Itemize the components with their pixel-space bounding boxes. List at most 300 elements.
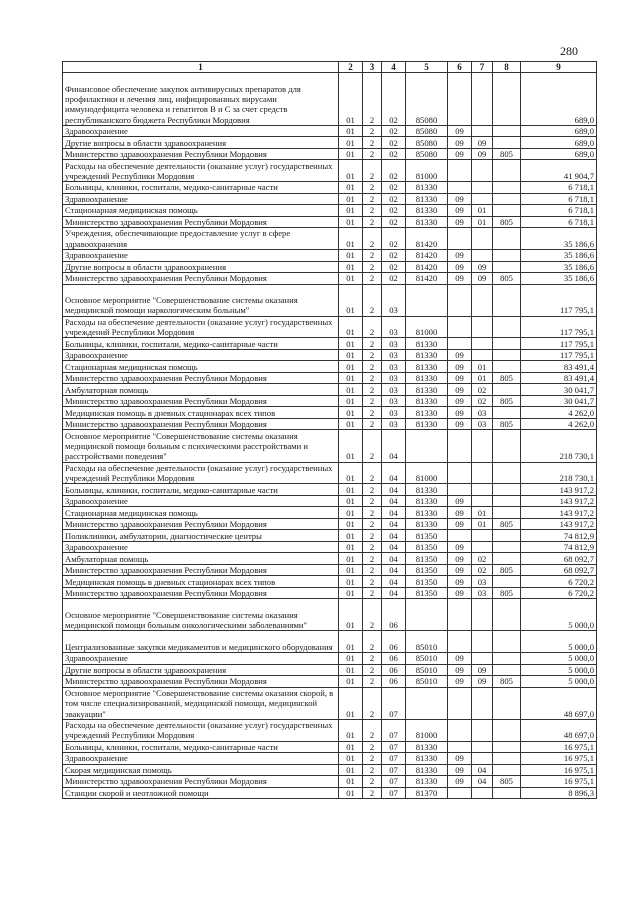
code-cell-2: 01: [339, 349, 363, 361]
amount-cell: 689,0: [521, 73, 597, 126]
code-cell-4: 04: [382, 518, 406, 530]
table-row: [63, 250, 597, 262]
budget-table: [62, 61, 597, 799]
code-cell-6: [448, 741, 472, 753]
code-cell-3: 2: [363, 125, 382, 137]
code-cell-4: 02: [382, 193, 406, 205]
table-row: [63, 395, 597, 407]
code-cell-2: 01: [339, 687, 363, 719]
table-row: [63, 160, 597, 182]
amount-cell: 35 186,6: [521, 273, 597, 285]
row-name-cell: Учреждения, обеспечивающие предоставление услуг в сфере здравоохранения: [63, 228, 339, 250]
code-cell-2: 01: [339, 137, 363, 149]
amount-cell: 30 041,7: [521, 395, 597, 407]
code-cell-8: [493, 507, 521, 519]
row-name-cell: Больницы, клиники, госпитали, медико-санитарные части: [63, 741, 339, 753]
code-cell-2: 01: [339, 753, 363, 765]
code-cell-7: 03: [472, 576, 493, 588]
code-cell-7: 09: [472, 664, 493, 676]
code-cell-4: 04: [382, 484, 406, 496]
code-cell-2: 01: [339, 182, 363, 194]
amount-cell: 35 186,6: [521, 261, 597, 273]
code-cell-7: [472, 160, 493, 182]
code-cell-6: 09: [448, 372, 472, 384]
header-cell: 6: [448, 62, 472, 73]
code-cell-3: 2: [363, 507, 382, 519]
code-cell-3: 2: [363, 418, 382, 430]
code-cell-3: 2: [363, 261, 382, 273]
table-row: [63, 576, 597, 588]
code-cell-2: 01: [339, 676, 363, 688]
code-cell-8: [493, 316, 521, 338]
code-cell-5: 81330: [406, 741, 448, 753]
row-name-cell: Здравоохранение: [63, 349, 339, 361]
row-name-cell: Централизованные закупки медикаментов и медицинского оборудования: [63, 631, 339, 653]
code-cell-2: 01: [339, 250, 363, 262]
code-cell-4: 02: [382, 125, 406, 137]
amount-cell: 4 262,0: [521, 418, 597, 430]
code-cell-6: [448, 719, 472, 741]
code-cell-3: 2: [363, 182, 382, 194]
code-cell-4: 07: [382, 687, 406, 719]
code-cell-2: 01: [339, 518, 363, 530]
code-cell-2: 01: [339, 193, 363, 205]
row-name-cell: Основное мероприятие "Совершенствование системы оказания медицинской помощи наркологическим больным": [63, 284, 339, 316]
code-cell-3: 2: [363, 776, 382, 788]
code-cell-7: 03: [472, 587, 493, 599]
code-cell-4: 03: [382, 384, 406, 396]
table-row: [63, 530, 597, 542]
code-cell-3: 2: [363, 741, 382, 753]
amount-cell: 689,0: [521, 125, 597, 137]
amount-cell: 16 975,1: [521, 764, 597, 776]
code-cell-4: 04: [382, 507, 406, 519]
table-row: [63, 553, 597, 565]
code-cell-4: 02: [382, 148, 406, 160]
amount-cell: 8 896,3: [521, 787, 597, 799]
code-cell-5: 81420: [406, 228, 448, 250]
code-cell-2: 01: [339, 564, 363, 576]
code-cell-2: 01: [339, 495, 363, 507]
amount-cell: 83 491,4: [521, 372, 597, 384]
row-name-cell: Расходы на обеспечение деятельности (оказание услуг) государственных учреждений Республики Мордовия: [63, 719, 339, 741]
code-cell-7: [472, 349, 493, 361]
page-number: 280: [560, 44, 578, 58]
code-cell-6: 09: [448, 764, 472, 776]
code-cell-5: 81330: [406, 338, 448, 350]
code-cell-7: 01: [472, 361, 493, 373]
code-cell-2: 01: [339, 553, 363, 565]
code-cell-3: 2: [363, 553, 382, 565]
code-cell-7: 02: [472, 395, 493, 407]
code-cell-4: 02: [382, 250, 406, 262]
code-cell-6: 09: [448, 564, 472, 576]
code-cell-3: 2: [363, 631, 382, 653]
code-cell-4: 04: [382, 553, 406, 565]
table-row: [63, 462, 597, 484]
code-cell-7: 09: [472, 676, 493, 688]
code-cell-5: 85080: [406, 137, 448, 149]
row-name-cell: Другие вопросы в области здравоохранения: [63, 137, 339, 149]
code-cell-3: 2: [363, 148, 382, 160]
code-cell-4: 07: [382, 719, 406, 741]
code-cell-5: 81000: [406, 160, 448, 182]
code-cell-5: 81330: [406, 518, 448, 530]
code-cell-4: 06: [382, 676, 406, 688]
code-cell-3: 2: [363, 787, 382, 799]
code-cell-8: 805: [493, 518, 521, 530]
code-cell-4: 03: [382, 284, 406, 316]
code-cell-3: 2: [363, 462, 382, 484]
row-name-cell: Министерство здравоохранения Республики Мордовия: [63, 564, 339, 576]
code-cell-7: 04: [472, 764, 493, 776]
code-cell-4: 02: [382, 273, 406, 285]
amount-cell: 41 904,7: [521, 160, 597, 182]
code-cell-7: 01: [472, 372, 493, 384]
header-cell: 1: [63, 62, 339, 73]
code-cell-4: 02: [382, 228, 406, 250]
table-row: [63, 407, 597, 419]
code-cell-2: 01: [339, 384, 363, 396]
code-cell-2: 01: [339, 73, 363, 126]
code-cell-8: 805: [493, 776, 521, 788]
row-name-cell: Другие вопросы в области здравоохранения: [63, 261, 339, 273]
code-cell-3: 2: [363, 599, 382, 631]
code-cell-3: 2: [363, 687, 382, 719]
code-cell-5: 81330: [406, 205, 448, 217]
code-cell-3: 2: [363, 137, 382, 149]
code-cell-8: [493, 553, 521, 565]
code-cell-8: [493, 541, 521, 553]
table-row: [63, 284, 597, 316]
code-cell-3: 2: [363, 753, 382, 765]
code-cell-5: 81330: [406, 407, 448, 419]
header-cell: 5: [406, 62, 448, 73]
code-cell-4: 04: [382, 541, 406, 553]
row-name-cell: Министерство здравоохранения Республики Мордовия: [63, 418, 339, 430]
code-cell-5: 81330: [406, 764, 448, 776]
code-cell-3: 2: [363, 205, 382, 217]
table-row: [63, 541, 597, 553]
table-row: [63, 495, 597, 507]
code-cell-2: 01: [339, 741, 363, 753]
code-cell-8: 805: [493, 273, 521, 285]
code-cell-6: [448, 182, 472, 194]
table-row: [63, 273, 597, 285]
table-row: [63, 518, 597, 530]
table-row: [63, 430, 597, 462]
code-cell-3: 2: [363, 228, 382, 250]
code-cell-2: 01: [339, 261, 363, 273]
code-cell-3: 2: [363, 216, 382, 228]
code-cell-4: 06: [382, 631, 406, 653]
row-name-cell: Министерство здравоохранения Республики Мордовия: [63, 676, 339, 688]
code-cell-3: 2: [363, 430, 382, 462]
row-name-cell: Здравоохранение: [63, 653, 339, 665]
amount-cell: 5 000,0: [521, 653, 597, 665]
code-cell-5: 81000: [406, 462, 448, 484]
code-cell-5: 81330: [406, 495, 448, 507]
code-cell-6: [448, 316, 472, 338]
amount-cell: 16 975,1: [521, 741, 597, 753]
code-cell-3: 2: [363, 664, 382, 676]
table-row: [63, 73, 597, 126]
code-cell-4: 03: [382, 372, 406, 384]
code-cell-6: [448, 599, 472, 631]
code-cell-2: 01: [339, 430, 363, 462]
amount-cell: 48 697,0: [521, 719, 597, 741]
code-cell-3: 2: [363, 160, 382, 182]
code-cell-6: [448, 484, 472, 496]
table-row: [63, 316, 597, 338]
code-cell-7: 09: [472, 261, 493, 273]
code-cell-3: 2: [363, 576, 382, 588]
code-cell-4: 02: [382, 205, 406, 217]
code-cell-2: 01: [339, 576, 363, 588]
row-name-cell: Расходы на обеспечение деятельности (оказание услуг) государственных учреждений Республики Мордовия: [63, 462, 339, 484]
code-cell-4: 03: [382, 395, 406, 407]
code-cell-3: 2: [363, 407, 382, 419]
code-cell-8: 805: [493, 372, 521, 384]
code-cell-6: 09: [448, 776, 472, 788]
code-cell-7: 01: [472, 216, 493, 228]
code-cell-2: 01: [339, 599, 363, 631]
row-name-cell: Стационарная медицинская помощь: [63, 361, 339, 373]
table-row: [63, 182, 597, 194]
code-cell-3: 2: [363, 495, 382, 507]
code-cell-8: [493, 430, 521, 462]
code-cell-6: 09: [448, 261, 472, 273]
code-cell-6: 09: [448, 507, 472, 519]
code-cell-4: 06: [382, 653, 406, 665]
code-cell-5: 81330: [406, 395, 448, 407]
code-cell-2: 01: [339, 719, 363, 741]
code-cell-8: 805: [493, 216, 521, 228]
table-row: [63, 125, 597, 137]
code-cell-8: [493, 349, 521, 361]
code-cell-5: 81330: [406, 776, 448, 788]
code-cell-5: 81350: [406, 564, 448, 576]
code-cell-2: 01: [339, 395, 363, 407]
code-cell-7: [472, 182, 493, 194]
code-cell-7: [472, 316, 493, 338]
amount-cell: 117 795,1: [521, 349, 597, 361]
header-cell: 8: [493, 62, 521, 73]
code-cell-3: 2: [363, 284, 382, 316]
code-cell-3: 2: [363, 518, 382, 530]
row-name-cell: Министерство здравоохранения Республики Мордовия: [63, 395, 339, 407]
code-cell-5: [406, 599, 448, 631]
amount-cell: 30 041,7: [521, 384, 597, 396]
code-cell-6: [448, 462, 472, 484]
amount-cell: 6 720,2: [521, 587, 597, 599]
row-name-cell: Министерство здравоохранения Республики Мордовия: [63, 148, 339, 160]
code-cell-3: 2: [363, 349, 382, 361]
code-cell-8: [493, 787, 521, 799]
code-cell-5: 81000: [406, 719, 448, 741]
table-row: [63, 764, 597, 776]
header-cell: 3: [363, 62, 382, 73]
code-cell-7: 09: [472, 137, 493, 149]
header-cell: 9: [521, 62, 597, 73]
row-name-cell: Расходы на обеспечение деятельности (оказание услуг) государственных учреждений Республики Мордовия: [63, 316, 339, 338]
table-row: [63, 349, 597, 361]
amount-cell: 35 186,6: [521, 250, 597, 262]
row-name-cell: Станции скорой и неотложной помощи: [63, 787, 339, 799]
table-row: [63, 719, 597, 741]
row-name-cell: Министерство здравоохранения Республики Мордовия: [63, 518, 339, 530]
amount-cell: 5 000,0: [521, 676, 597, 688]
code-cell-8: [493, 361, 521, 373]
code-cell-5: 85010: [406, 664, 448, 676]
amount-cell: 689,0: [521, 148, 597, 160]
amount-cell: 48 697,0: [521, 687, 597, 719]
code-cell-5: 85010: [406, 676, 448, 688]
code-cell-8: 805: [493, 418, 521, 430]
code-cell-6: [448, 631, 472, 653]
code-cell-8: [493, 741, 521, 753]
code-cell-8: [493, 687, 521, 719]
row-name-cell: Амбулаторная помощь: [63, 553, 339, 565]
table-row: [63, 599, 597, 631]
code-cell-5: 81330: [406, 361, 448, 373]
table-row: [63, 372, 597, 384]
code-cell-6: 09: [448, 216, 472, 228]
table-row: [63, 261, 597, 273]
code-cell-5: 81330: [406, 753, 448, 765]
header-cell: 2: [339, 62, 363, 73]
table-row: [63, 216, 597, 228]
row-name-cell: Здравоохранение: [63, 753, 339, 765]
code-cell-4: 04: [382, 587, 406, 599]
code-cell-2: 01: [339, 764, 363, 776]
code-cell-4: 03: [382, 407, 406, 419]
code-cell-6: [448, 338, 472, 350]
amount-cell: 35 186,6: [521, 228, 597, 250]
table-row: [63, 137, 597, 149]
code-cell-7: [472, 284, 493, 316]
row-name-cell: Министерство здравоохранения Республики Мордовия: [63, 776, 339, 788]
code-cell-5: 81420: [406, 250, 448, 262]
code-cell-5: 81420: [406, 273, 448, 285]
code-cell-4: 07: [382, 787, 406, 799]
code-cell-7: 03: [472, 418, 493, 430]
code-cell-7: [472, 753, 493, 765]
code-cell-7: [472, 193, 493, 205]
code-cell-5: 85010: [406, 653, 448, 665]
code-cell-7: [472, 599, 493, 631]
table-row: [63, 564, 597, 576]
code-cell-5: 81350: [406, 576, 448, 588]
code-cell-2: 01: [339, 484, 363, 496]
table-row: [63, 384, 597, 396]
code-cell-8: [493, 599, 521, 631]
code-cell-8: [493, 193, 521, 205]
code-cell-5: 81330: [406, 384, 448, 396]
code-cell-5: [406, 687, 448, 719]
amount-cell: 6 718,1: [521, 216, 597, 228]
row-name-cell: Амбулаторная помощь: [63, 384, 339, 396]
code-cell-4: 02: [382, 261, 406, 273]
code-cell-6: 09: [448, 576, 472, 588]
row-name-cell: Основное мероприятие "Совершенствование системы оказания медицинской помощи больным с психическими расстройствами и расстройствами поведения": [63, 430, 339, 462]
code-cell-2: 01: [339, 407, 363, 419]
row-name-cell: Здравоохранение: [63, 193, 339, 205]
table-row: [63, 687, 597, 719]
code-cell-2: 01: [339, 418, 363, 430]
code-cell-7: [472, 541, 493, 553]
code-cell-8: [493, 261, 521, 273]
table-row: [63, 776, 597, 788]
amount-cell: 6 720,2: [521, 576, 597, 588]
code-cell-8: [493, 284, 521, 316]
code-cell-6: 09: [448, 495, 472, 507]
table-row: [63, 205, 597, 217]
code-cell-3: 2: [363, 316, 382, 338]
code-cell-7: [472, 741, 493, 753]
code-cell-8: [493, 338, 521, 350]
table-row: [63, 787, 597, 799]
code-cell-8: [493, 137, 521, 149]
code-cell-4: 04: [382, 530, 406, 542]
code-cell-6: 09: [448, 125, 472, 137]
code-cell-6: 09: [448, 518, 472, 530]
code-cell-4: 02: [382, 160, 406, 182]
code-cell-4: 03: [382, 349, 406, 361]
row-name-cell: Здравоохранение: [63, 125, 339, 137]
code-cell-5: [406, 284, 448, 316]
code-cell-5: 85010: [406, 631, 448, 653]
code-cell-4: 02: [382, 137, 406, 149]
code-cell-3: 2: [363, 250, 382, 262]
code-cell-2: 01: [339, 787, 363, 799]
amount-cell: 68 092,7: [521, 553, 597, 565]
code-cell-4: 04: [382, 430, 406, 462]
code-cell-7: [472, 653, 493, 665]
code-cell-6: 09: [448, 553, 472, 565]
amount-cell: 117 795,1: [521, 284, 597, 316]
code-cell-4: 04: [382, 564, 406, 576]
code-cell-5: [406, 430, 448, 462]
code-cell-3: 2: [363, 372, 382, 384]
code-cell-8: [493, 228, 521, 250]
code-cell-7: [472, 338, 493, 350]
code-cell-5: 81420: [406, 261, 448, 273]
table-row: [63, 753, 597, 765]
code-cell-4: 07: [382, 764, 406, 776]
code-cell-6: 09: [448, 250, 472, 262]
code-cell-8: [493, 576, 521, 588]
code-cell-3: 2: [363, 764, 382, 776]
row-name-cell: Министерство здравоохранения Республики Мордовия: [63, 372, 339, 384]
code-cell-8: [493, 182, 521, 194]
table-row: [63, 228, 597, 250]
row-name-cell: Скорая медицинская помощь: [63, 764, 339, 776]
code-cell-3: 2: [363, 193, 382, 205]
code-cell-8: [493, 719, 521, 741]
header-cell: 4: [382, 62, 406, 73]
code-cell-8: [493, 764, 521, 776]
code-cell-6: [448, 430, 472, 462]
code-cell-3: 2: [363, 484, 382, 496]
amount-cell: 83 491,4: [521, 361, 597, 373]
amount-cell: 5 000,0: [521, 664, 597, 676]
code-cell-6: [448, 73, 472, 126]
code-cell-4: 06: [382, 664, 406, 676]
code-cell-8: 805: [493, 564, 521, 576]
code-cell-8: 805: [493, 676, 521, 688]
code-cell-7: 04: [472, 776, 493, 788]
